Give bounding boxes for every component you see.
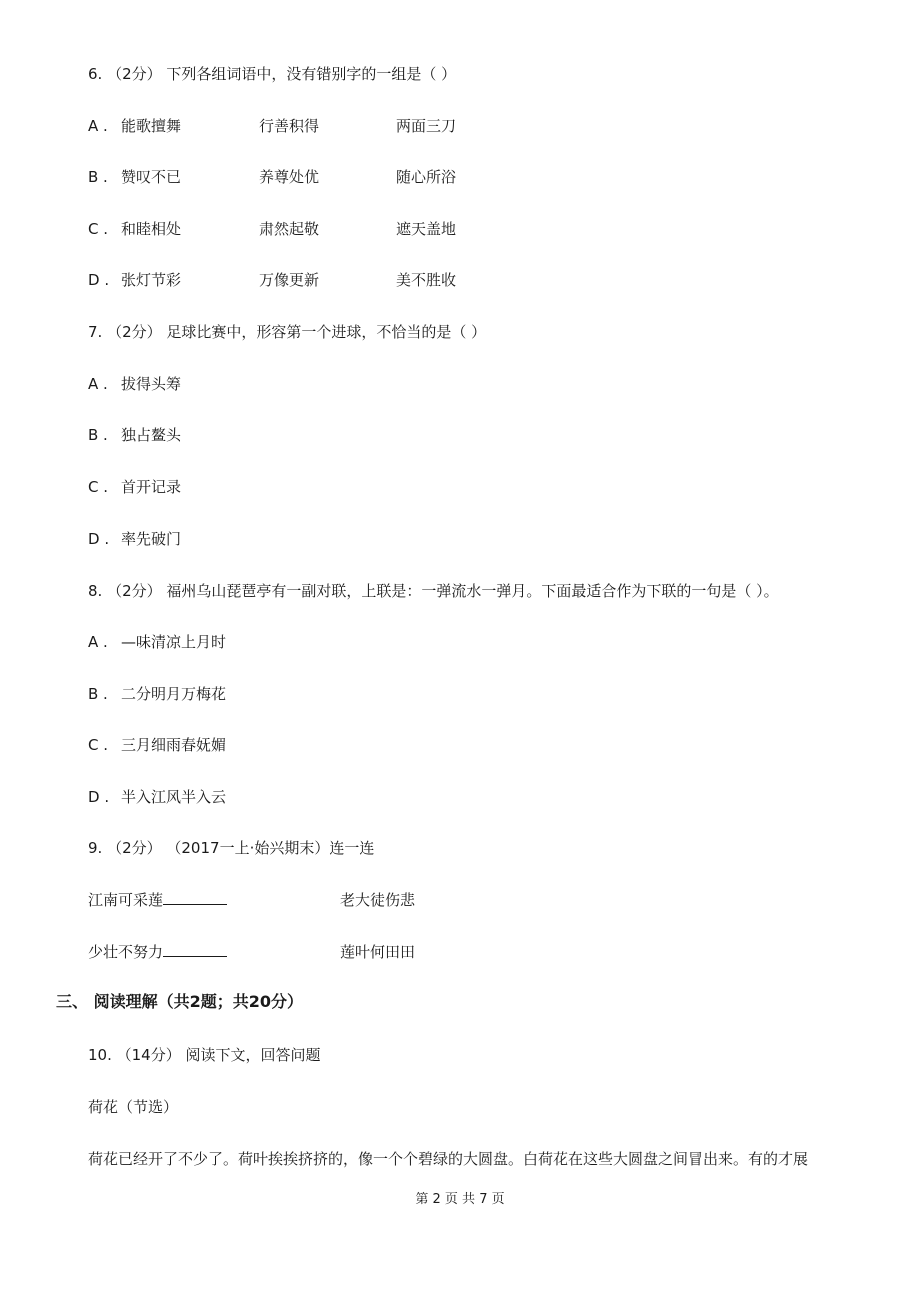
passage-text-line-1: 荷花已经开了不少了。荷叶挨挨挤挤的，像一个个碧绿的大圆盘。白荷花在这些大圆盘之间冒出来。有的才展	[88, 1150, 809, 1168]
q6-option-d-word-3: 美不胜收	[396, 271, 457, 289]
q6-option-c-word-2: 肃然起敬	[259, 220, 320, 238]
q6-option-b-word-2: 养尊处优	[259, 168, 320, 186]
q6-option-a-word-3: 两面三刀	[396, 117, 457, 135]
q8-option-a-text: —味清凉上月时	[121, 633, 227, 651]
q9-match-left-1-text: 江南可采莲	[88, 891, 164, 909]
q6-option-b-word-1: 赞叹不已	[121, 168, 182, 186]
q9-match-left-1	[88, 890, 227, 910]
section-3-title: 三、 阅读理解（共2题；共20分）	[56, 992, 303, 1011]
q8-option-d-letter: D .	[88, 788, 110, 806]
q7-option-a-text: 拔得头筹	[121, 375, 182, 393]
q9-answer-blank-2[interactable]	[163, 942, 227, 957]
q6-option-c-word-3: 遮天盖地	[396, 220, 457, 238]
q6-option-d-word-1: 张灯节彩	[121, 271, 182, 289]
q7-option-a-letter: A .	[88, 375, 108, 393]
question-7-head: 7. （2分） 足球比赛中，形容第一个进球，不恰当的是（ ）	[88, 323, 487, 341]
question-8-head: 8. （2分） 福州乌山琵琶亭有一副对联，上联是：一弹流水一弹月。下面最适合作为下联的一句是（ ）。	[88, 582, 779, 600]
q8-option-d-text: 半入江风半入云	[121, 788, 227, 806]
q9-answer-blank-1[interactable]	[163, 890, 227, 905]
q8-option-c-letter: C .	[88, 736, 109, 754]
q7-option-c-letter: C .	[88, 478, 109, 496]
q6-option-c-word-1: 和睦相处	[121, 220, 182, 238]
question-6-head: 6. （2分） 下列各组词语中，没有错别字的一组是（ ）	[88, 65, 457, 83]
q9-match-right-2: 莲叶何田田	[340, 943, 416, 961]
q7-option-c-text: 首开记录	[121, 478, 182, 496]
q7-option-d-text: 率先破门	[121, 530, 182, 548]
q9-match-right-1: 老大徒伤悲	[340, 891, 416, 909]
q9-match-left-2	[88, 942, 227, 962]
q6-option-b-word-3: 随心所浴	[396, 168, 457, 186]
q6-option-b-letter: B .	[88, 168, 108, 186]
q7-option-b-text: 独占鳌头	[121, 426, 182, 444]
q8-option-a-letter: A .	[88, 633, 108, 651]
q8-option-b-letter: B .	[88, 685, 108, 703]
q7-option-d-letter: D .	[88, 530, 110, 548]
q6-option-d-letter: D .	[88, 271, 110, 289]
q6-option-c-letter: C .	[88, 220, 109, 238]
q6-option-a-word-1: 能歌擅舞	[121, 117, 182, 135]
page-number-footer: 第 2 页 共 7 页	[415, 1192, 505, 1207]
q8-option-b-text: 二分明月万梅花	[121, 685, 227, 703]
passage-title: 荷花（节选）	[88, 1098, 179, 1116]
q7-option-b-letter: B .	[88, 426, 108, 444]
question-9-head: 9. （2分） （2017一上·始兴期末）连一连	[88, 839, 375, 857]
q6-option-a-letter: A .	[88, 117, 108, 135]
q6-option-a-word-2: 行善积得	[259, 117, 320, 135]
q6-option-d-word-2: 万像更新	[259, 271, 320, 289]
question-10-head: 10. （14分） 阅读下文，回答问题	[88, 1046, 321, 1064]
q8-option-c-text: 三月细雨春妩媚	[121, 736, 227, 754]
q9-match-left-2-text: 少壮不努力	[88, 943, 164, 961]
